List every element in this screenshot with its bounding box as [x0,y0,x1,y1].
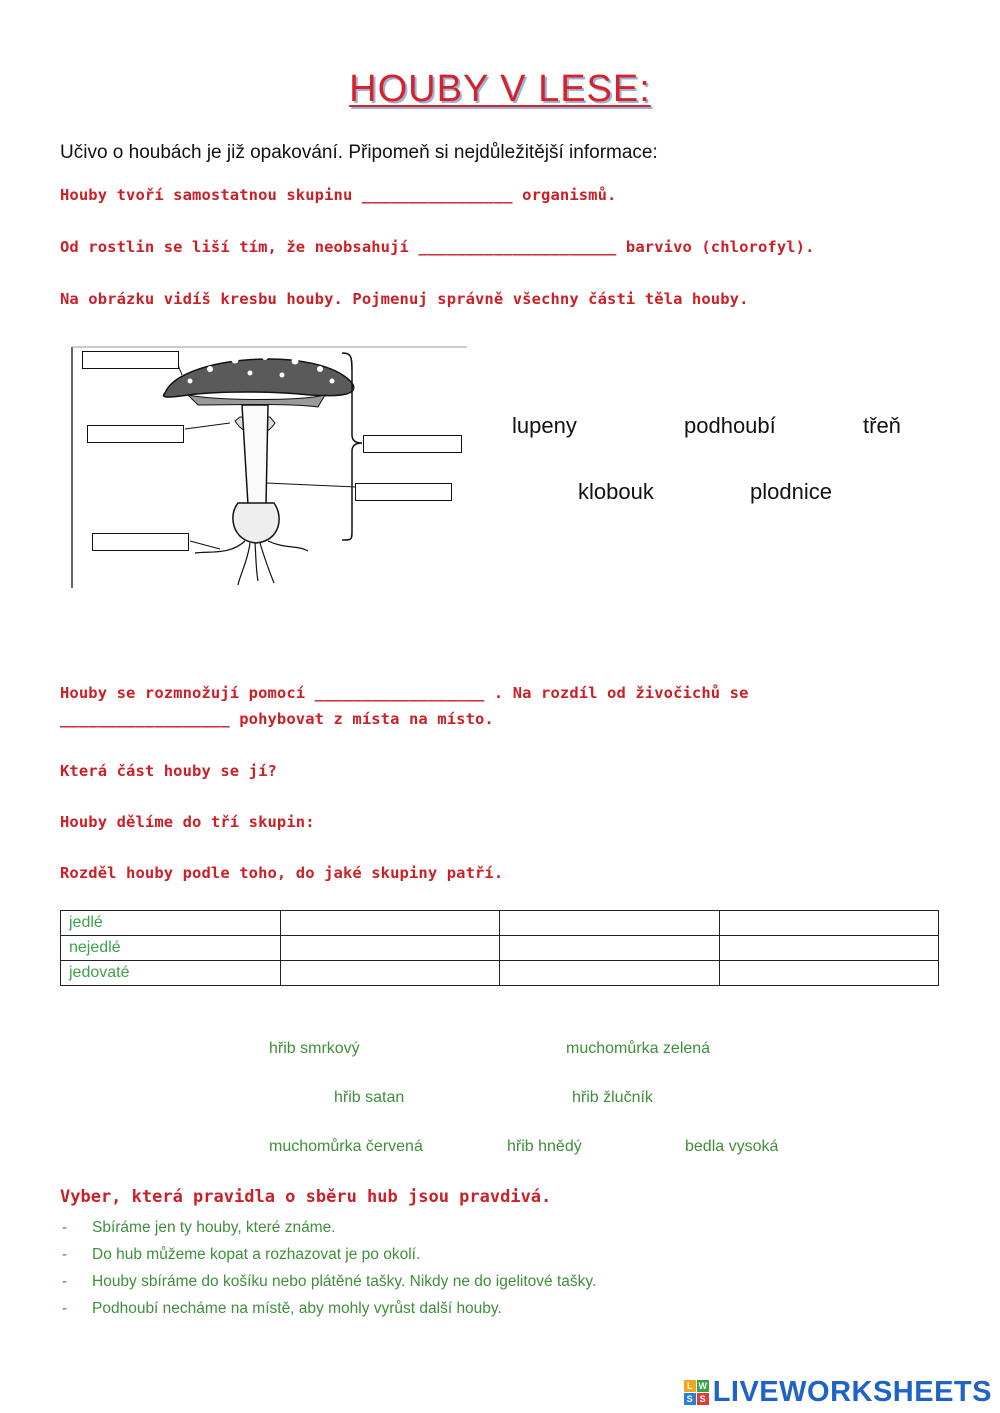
intro-text: Učivo o houbách je již opakování. Připomeň si nejdůležitější informace: [60,142,658,163]
question-7: Rozděl houby podle toho, do jaké skupiny patří. [60,864,504,882]
question-2: Od rostlin se liší tím, že neobsahují _____________________ barvivo (chlorofyl). [60,238,815,256]
question-3: Na obrázku vidíš kresbu houby. Pojmenuj správně všechny části těla houby. [60,290,749,308]
page-title: HOUBY V LESE: [349,68,651,110]
drop-cell[interactable] [500,961,720,986]
row-label: jedovaté [61,961,281,986]
word-podhoubi[interactable]: podhoubí [684,413,776,438]
bullet-dash: - [62,1273,68,1290]
rule-text: Do hub můžeme kopat a rozhazovat je po okolí. [92,1246,421,1263]
word-muchomurka-zelena[interactable]: muchomůrka zelená [566,1040,711,1057]
rule-item[interactable] [62,1273,597,1291]
drop-cell[interactable] [719,961,939,986]
rule-item[interactable] [62,1219,336,1237]
drop-cell[interactable] [280,911,500,936]
label-box-fruiting-body[interactable] [363,435,462,453]
row-label: jedlé [61,911,281,936]
word-klobouk[interactable]: klobouk [578,479,654,504]
question-5: Která část houby se jí? [60,762,277,780]
liveworksheets-logo-icon: L W S S [684,1380,709,1405]
bullet-dash: - [62,1219,68,1236]
question-4-line1: Houby se rozmnožují pomocí __________________ . Na rozdíl od živočichů se [60,684,749,702]
rule-item[interactable] [62,1300,502,1318]
word-hrib-hnedy[interactable]: hřib hnědý [507,1138,582,1155]
label-box-stem[interactable] [355,483,452,501]
word-bedla-vysoka[interactable]: bedla vysoká [685,1138,779,1155]
bullet-dash: - [62,1246,68,1263]
rule-text: Sbíráme jen ty houby, které známe. [92,1219,336,1236]
rule-item[interactable] [62,1246,421,1264]
mushroom-diagram [70,345,470,590]
rule-text: Podhoubí necháme na místě, aby mohly vyrůst další houby. [92,1300,502,1317]
word-hrib-smrkovy[interactable]: hřib smrkový [269,1040,360,1057]
word-muchomurka-cervena[interactable]: muchomůrka červená [269,1138,423,1155]
question-1: Houby tvoří samostatnou skupinu ________________ organismů. [60,186,617,204]
table-row [61,911,939,936]
label-box-cap[interactable] [82,351,179,369]
rule-text: Houby sbíráme do košíku nebo plátěné tašky. Nikdy ne do igelitové tašky. [92,1273,597,1290]
table-row [61,961,939,986]
row-label: nejedlé [61,936,281,961]
label-box-mycelium[interactable] [92,533,189,551]
word-lupeny[interactable]: lupeny [512,413,577,438]
word-plodnice[interactable]: plodnice [750,479,832,504]
word-tren[interactable]: třeň [863,413,901,438]
drop-cell[interactable] [500,936,720,961]
mushroom-drawing [70,345,470,590]
question-6: Houby dělíme do tří skupin: [60,813,315,831]
word-hrib-zlucnik[interactable]: hřib žlučník [572,1089,653,1106]
drop-cell[interactable] [280,961,500,986]
liveworksheets-footer[interactable] [684,1377,992,1407]
word-hrib-satan[interactable]: hřib satan [334,1089,405,1106]
drop-cell[interactable] [500,911,720,936]
table-row [61,936,939,961]
label-box-gills[interactable] [87,425,184,443]
drop-cell[interactable] [719,936,939,961]
bullet-dash: - [62,1300,68,1317]
groups-table [60,910,939,986]
question-4-line2: __________________ pohybovat z místa na místo. [60,710,494,728]
liveworksheets-brand: LIVEWORKSHEETS [712,1375,992,1408]
drop-cell[interactable] [280,936,500,961]
rules-heading: Vyber, která pravidla o sběru hub jsou pravdivá. [60,1187,552,1207]
drop-cell[interactable] [719,911,939,936]
